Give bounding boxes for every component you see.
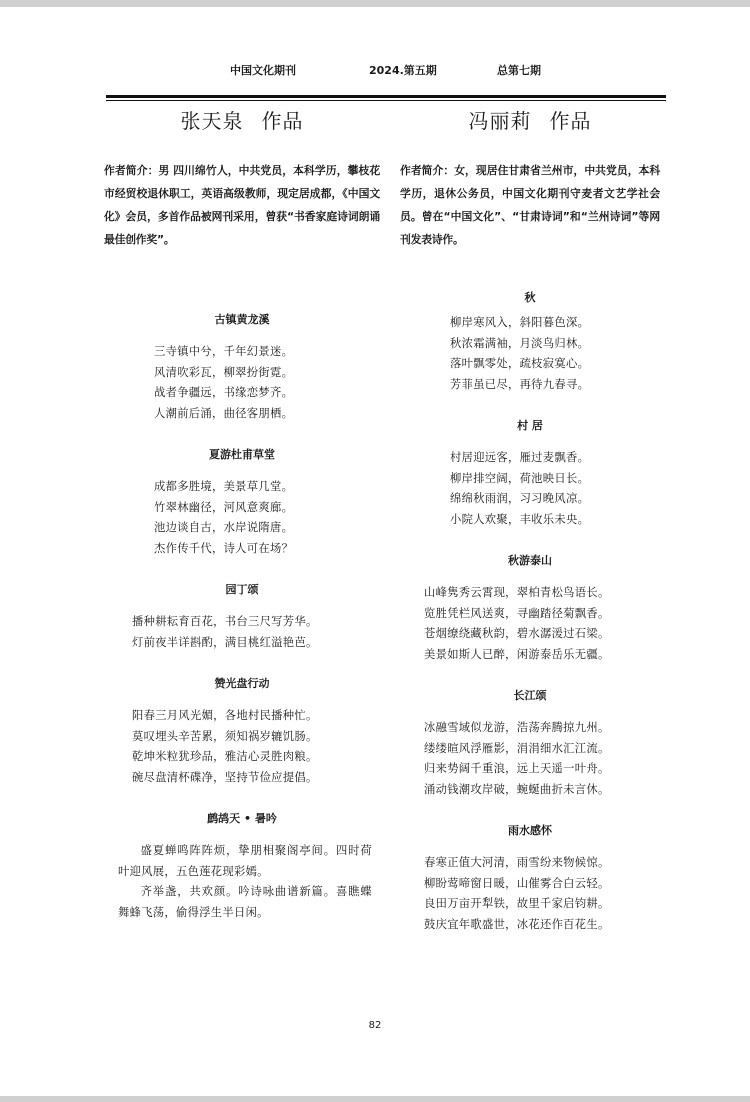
poem-line: 灯前夜半详斟酌，满目桃红溢艳芭。 [132,635,318,649]
right-author-suffix: 作品 [549,109,592,133]
left-author-title [104,104,380,138]
poem-line: 秋浓霜满袖，月淡鸟归林。 [450,336,590,350]
header-issue: 2024.第五期 [369,64,437,77]
poem-title: 村 居 [517,419,543,432]
poem-line: 战者争疆远，书缘恋梦齐。 [154,386,294,399]
poem-line: 人潮前后涌，曲径客朋栖。 [154,406,294,420]
poem-paragraph: 齐举盏，共欢颜。吟诗咏曲谱新篇。喜瞧蝶舞蜂飞荡，偷得浮生半日闲。 [118,885,372,919]
poem-line: 碗尽盘清杯碟净，坚持节俭应提倡。 [132,770,318,784]
right-author-title [400,104,660,138]
poem-line: 芳菲虽已尽，再待九春寻。 [450,377,590,391]
poem-title: 秋 [524,291,536,304]
poem-line: 缕缕暄风浮雁影，涓涓细水汇江流。 [424,741,610,755]
left-author-name: 张天泉 [180,109,244,133]
right-author-name: 冯丽莉 [468,109,532,133]
top-border [0,0,750,7]
left-author-bio: 作者简介：男 四川绵竹人，中共党员，本科学历，攀枝花市经贸校退休职工，英语高级教师，现定居成都，《中国文化》会员，多首作品被网刊采用，曾获“书香家庭诗词朗诵最佳创作奖”。 [104,164,380,246]
poem-line: 柳岸寒风入，斜阳暮色深。 [450,316,590,329]
poem-line: 柳岸排空阔，荷池映日长。 [450,471,590,485]
poem-title: 鹧鸪天 • 暑吟 [207,812,277,825]
poem-line: 冰融雪域似龙游，浩荡奔腾掠九州。 [424,721,610,734]
poem-line: 览胜凭栏风送爽，寻幽踏径菊飘香。 [424,606,610,620]
poem-line: 山峰隽秀云霄现，翠柏青松鸟语长。 [424,586,610,599]
page-header [0,62,750,82]
poem-title: 长江颂 [513,689,547,702]
poem-line: 归来势阔千重浪，远上天遥一叶舟。 [424,762,610,775]
poem-line: 风清吹彩瓦，柳翠扮街霓。 [154,365,294,379]
poem-title: 雨水感怀 [508,824,552,837]
poem-line: 苍烟缭绕藏秋韵，碧水潺湲过石梁。 [424,627,610,640]
left-column [104,104,380,923]
poem-title: 秋游泰山 [508,554,552,567]
poem-line: 杰作传千代，诗人可在场？ [154,541,294,555]
poem-line: 落叶飘零处，疏枝寂寞心。 [450,357,590,370]
left-author-suffix: 作品 [261,109,304,133]
poem-line: 村居迎远客，雁过麦飘香。 [450,451,590,464]
poem-line: 涌动钱潮攻岸破，蜿蜒曲折未言休。 [424,782,610,796]
poem-title: 赞光盘行动 [214,677,270,690]
poem-title: 古镇黄龙溪 [214,313,270,326]
poem-line: 三寺镇中兮，千年幻景迷。 [154,345,294,358]
poem-line: 成都多胜境，美景草几堂。 [154,480,294,493]
header-rule-thin [106,100,666,101]
poem-line: 柳盼莺啼窗日暖，山催雾合白云轻。 [424,876,610,890]
poem-line: 播种耕耘育百花，书台三尺写芳华。 [132,615,318,628]
poem-line: 池边谈自古，水岸说隋唐。 [154,521,294,534]
right-author-bio: 作者简介：女，现居住甘肃省兰州市，中共党员，本科学历，退休公务员，中国文化期刊守麦者文艺学社会员。曾在“中国文化”、“甘肃诗词”和“兰州诗词”等网刊发表诗作。 [400,164,660,246]
right-column [400,104,660,935]
header-journal-name: 中国文化期刊 [230,64,296,77]
poem-line: 良田万亩开犁铁，故里千家启钧耕。 [424,897,610,910]
poem-line: 春寒正值大河清，雨雪纷来物候惊。 [424,856,610,869]
poem-line: 绵绵秋雨润，习习晚风凉。 [450,492,590,505]
poem-line: 乾坤米粒犹珍品，雅洁心灵胜肉粮。 [132,750,318,763]
poem-line: 阳春三月风光媚，各地村民播种忙。 [132,709,318,722]
poem-line: 鼓庆宜年歌盛世，冰花还作百花生。 [424,917,610,931]
poem-line: 美景如斯人已醉，闲游泰岳乐无疆。 [424,647,610,661]
header-total-issue: 总第七期 [497,64,541,77]
poem-line: 小院人欢聚，丰收乐未央。 [450,512,590,526]
poem-line: 莫叹埋头辛苦累，须知祸岁辘饥肠。 [132,729,318,743]
poem-title: 园丁颂 [225,583,259,596]
header-rule-thick [106,95,666,98]
bottom-border [0,1096,750,1102]
page-number: 82 [368,1020,382,1031]
poem-title: 夏游杜甫草堂 [209,448,275,461]
poem-paragraph: 盛夏蝉鸣阵阵烦，挚朋相聚阁亭间。四时荷叶迎风展，五色莲花现彩嫣。 [118,844,372,878]
poem-line: 竹翠林幽径，河风意爽廊。 [154,500,294,514]
